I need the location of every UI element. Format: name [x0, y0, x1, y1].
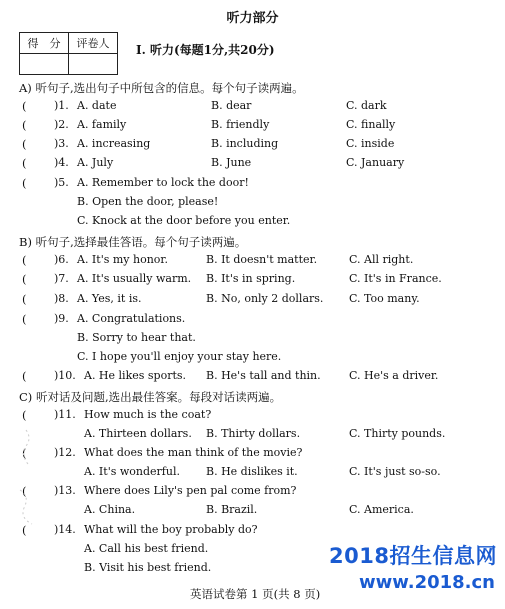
- question-number: )11.: [54, 408, 76, 421]
- option-c: C. January: [346, 156, 405, 169]
- option-c: C. He's a driver.: [349, 369, 439, 382]
- option-a: A. It's usually warm.: [77, 272, 192, 285]
- answer-paren[interactable]: (: [22, 253, 27, 267]
- option-b: B. Open the door, please!: [77, 195, 219, 208]
- question-text: What will the boy probably do?: [84, 523, 258, 536]
- part-c-instruction: C) 听对话及问题,选出最佳答案。每段对话读两遍。: [19, 390, 282, 404]
- question-number: )13.: [54, 484, 76, 497]
- option-b: B. June: [211, 156, 252, 169]
- answer-paren[interactable]: (: [22, 176, 27, 190]
- question-number: )12.: [54, 446, 76, 459]
- reviewer-cell[interactable]: [69, 54, 118, 75]
- option-a: A. July: [77, 156, 114, 169]
- answer-paren[interactable]: (: [22, 369, 27, 383]
- score-cell[interactable]: [20, 54, 69, 75]
- question-text: How much is the coat?: [84, 408, 212, 421]
- option-a: A. He likes sports.: [84, 369, 187, 382]
- option-b: B. Brazil.: [206, 503, 258, 516]
- question-text: Where does Lily's pen pal come from?: [84, 484, 297, 497]
- option-c: C. finally: [346, 118, 396, 131]
- option-a: A. Congratulations.: [77, 312, 186, 325]
- option-c: C. All right.: [349, 253, 414, 266]
- option-a: A. family: [77, 118, 127, 131]
- part-b-instruction: B) 听句子,选择最佳答语。每个句子读两遍。: [19, 235, 247, 249]
- question-number: )3.: [54, 137, 69, 150]
- option-a: A. It's wonderful.: [84, 465, 180, 478]
- answer-paren[interactable]: (: [22, 137, 27, 151]
- question-number: )5.: [54, 176, 69, 189]
- option-b: B. It doesn't matter.: [206, 253, 318, 266]
- answer-paren[interactable]: (: [22, 99, 27, 113]
- question-number: )6.: [54, 253, 69, 266]
- option-b: B. Thirty dollars.: [206, 427, 301, 440]
- option-a: A. China.: [84, 503, 136, 516]
- answer-paren[interactable]: (: [22, 408, 27, 422]
- scan-noise-marks: [6, 420, 46, 530]
- option-b: B. dear: [211, 99, 252, 112]
- option-b: B. Visit his best friend.: [84, 561, 212, 574]
- option-c: C. Knock at the door before you enter.: [77, 214, 291, 227]
- option-b: B. Sorry to hear that.: [77, 331, 196, 344]
- question-number: )1.: [54, 99, 69, 112]
- question-number: )4.: [54, 156, 69, 169]
- reviewer-label: 评卷人: [69, 33, 118, 54]
- answer-paren[interactable]: (: [22, 118, 27, 132]
- question-number: )2.: [54, 118, 69, 131]
- watermark-url[interactable]: www.2018.cn: [359, 572, 495, 593]
- option-a: A. Thirteen dollars.: [84, 427, 192, 440]
- answer-paren[interactable]: (: [22, 484, 27, 498]
- option-c: C. America.: [349, 503, 414, 516]
- option-c: C. It's just so-so.: [349, 465, 441, 478]
- option-a: A. It's my honor.: [77, 253, 168, 266]
- page-footer: 英语试卷第 1 页(共 8 页): [190, 587, 321, 601]
- option-c: C. I hope you'll enjoy your stay here.: [77, 350, 282, 363]
- option-b: B. He's tall and thin.: [206, 369, 321, 382]
- answer-paren[interactable]: (: [22, 156, 27, 170]
- section-heading: Ⅰ. 听力(每题1分,共20分): [136, 43, 275, 57]
- option-b: B. It's in spring.: [206, 272, 296, 285]
- option-a: A. Call his best friend.: [84, 542, 209, 555]
- question-text: What does the man think of the movie?: [84, 446, 303, 459]
- question-number: )8.: [54, 292, 69, 305]
- page-title: 听力部分: [226, 11, 279, 26]
- question-number: )9.: [54, 312, 69, 325]
- answer-paren[interactable]: (: [22, 446, 27, 460]
- part-a-instruction: A) 听句子,选出句子中所包含的信息。每个句子读两遍。: [19, 81, 304, 95]
- option-c: C. dark: [346, 99, 387, 112]
- answer-paren[interactable]: (: [22, 292, 27, 306]
- option-b: B. including: [211, 137, 279, 150]
- option-c: C. It's in France.: [349, 272, 442, 285]
- score-label: 得 分: [20, 33, 69, 54]
- answer-paren[interactable]: (: [22, 312, 27, 326]
- question-number: )10.: [54, 369, 76, 382]
- answer-paren[interactable]: (: [22, 523, 27, 537]
- option-c: C. inside: [346, 137, 395, 150]
- option-a: A. Remember to lock the door!: [77, 176, 249, 189]
- option-b: B. He dislikes it.: [206, 465, 298, 478]
- option-b: B. friendly: [211, 118, 270, 131]
- score-table: [19, 32, 118, 75]
- option-c: C. Thirty pounds.: [349, 427, 446, 440]
- option-a: A. Yes, it is.: [77, 292, 142, 305]
- question-number: )14.: [54, 523, 76, 536]
- watermark-title: 2018招生信息网: [329, 544, 497, 568]
- question-number: )7.: [54, 272, 69, 285]
- option-a: A. date: [77, 99, 117, 112]
- option-a: A. increasing: [77, 137, 151, 150]
- option-b: B. No, only 2 dollars.: [206, 292, 324, 305]
- option-c: C. Too many.: [349, 292, 420, 305]
- answer-paren[interactable]: (: [22, 272, 27, 286]
